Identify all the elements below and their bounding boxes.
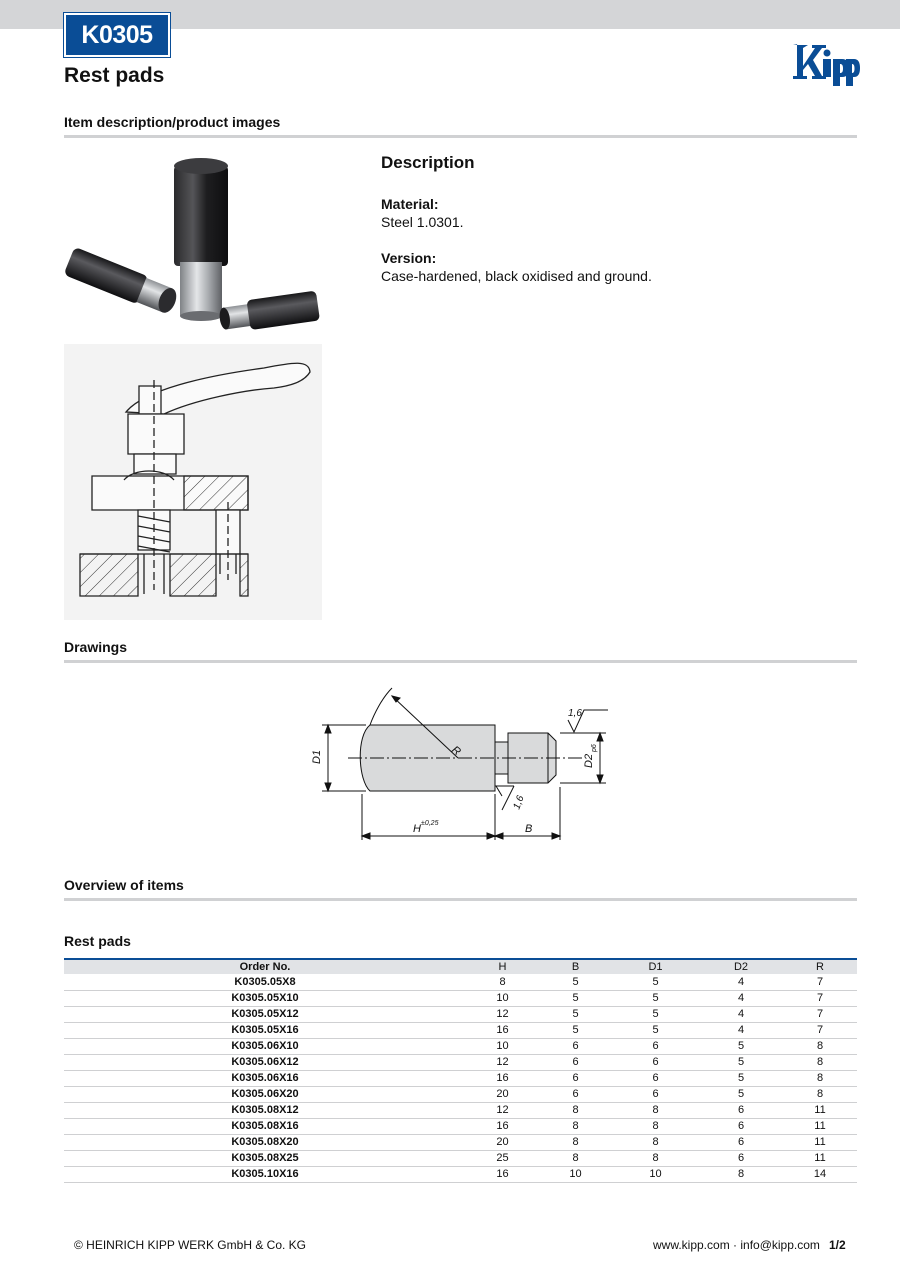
value-cell: 11 bbox=[783, 1134, 857, 1150]
value-cell: 4 bbox=[699, 1006, 783, 1022]
value-cell: 8 bbox=[539, 1102, 612, 1118]
value-cell: 10 bbox=[539, 1166, 612, 1182]
value-cell: 8 bbox=[539, 1150, 612, 1166]
value-cell: 12 bbox=[466, 1006, 539, 1022]
value-cell: 5 bbox=[699, 1038, 783, 1054]
table-header-row bbox=[64, 959, 857, 974]
column-header-r: R bbox=[816, 961, 824, 973]
value-cell: 5 bbox=[612, 1022, 699, 1038]
table-row bbox=[64, 1134, 857, 1150]
value-cell: 7 bbox=[783, 1006, 857, 1022]
material-text: Steel 1.0301. bbox=[381, 214, 464, 230]
value-cell: 20 bbox=[466, 1134, 539, 1150]
order-number-cell: K0305.05X12 bbox=[64, 1006, 466, 1022]
value-cell: 8 bbox=[612, 1118, 699, 1134]
value-cell: 8 bbox=[783, 1086, 857, 1102]
value-cell: 8 bbox=[539, 1118, 612, 1134]
value-cell: 10 bbox=[466, 990, 539, 1006]
table-row bbox=[64, 1150, 857, 1166]
value-cell: 6 bbox=[612, 1038, 699, 1054]
page-title: Rest pads bbox=[64, 64, 165, 87]
kipp-logo bbox=[784, 37, 860, 92]
value-cell: 6 bbox=[539, 1038, 612, 1054]
value-cell: 8 bbox=[466, 974, 539, 990]
items-table bbox=[64, 958, 857, 1183]
table-row bbox=[64, 1054, 857, 1070]
value-cell: 10 bbox=[466, 1038, 539, 1054]
section-heading-drawings: Drawings bbox=[64, 639, 128, 655]
value-cell: 10 bbox=[612, 1166, 699, 1182]
value-cell: 8 bbox=[783, 1070, 857, 1086]
table-row bbox=[64, 1070, 857, 1086]
order-number-cell: K0305.06X20 bbox=[64, 1086, 466, 1102]
value-cell: 6 bbox=[699, 1118, 783, 1134]
order-number-cell: K0305.06X16 bbox=[64, 1070, 466, 1086]
value-cell: 4 bbox=[699, 990, 783, 1006]
value-cell: 5 bbox=[539, 1022, 612, 1038]
value-cell: 16 bbox=[466, 1070, 539, 1086]
column-header-d1: D1 bbox=[648, 961, 663, 973]
order-number-cell: K0305.08X25 bbox=[64, 1150, 466, 1166]
table-row bbox=[64, 1166, 857, 1182]
value-cell: 8 bbox=[783, 1054, 857, 1070]
value-cell: 6 bbox=[699, 1150, 783, 1166]
value-cell: 16 bbox=[466, 1022, 539, 1038]
value-cell: 16 bbox=[466, 1118, 539, 1134]
column-header-order-no: Order No. bbox=[239, 961, 291, 973]
value-cell: 5 bbox=[612, 990, 699, 1006]
value-cell: 8 bbox=[612, 1102, 699, 1118]
value-cell: 6 bbox=[699, 1134, 783, 1150]
label-h: H bbox=[413, 823, 421, 835]
value-cell: 14 bbox=[783, 1166, 857, 1182]
table-row bbox=[64, 1038, 857, 1054]
order-number-cell: K0305.08X16 bbox=[64, 1118, 466, 1134]
product-photos bbox=[64, 150, 322, 620]
table-row bbox=[64, 1022, 857, 1038]
value-cell: 6 bbox=[539, 1086, 612, 1102]
value-cell: 6 bbox=[539, 1070, 612, 1086]
section-heading-item-description: Item description/product images bbox=[64, 114, 281, 130]
footer-page-number: 1/2 bbox=[829, 1238, 846, 1252]
label-d2: D2 bbox=[583, 753, 595, 768]
table-row bbox=[64, 1118, 857, 1134]
value-cell: 25 bbox=[466, 1150, 539, 1166]
footer-contact[interactable]: www.kipp.com · info@kipp.com bbox=[653, 1238, 820, 1252]
value-cell: 8 bbox=[539, 1134, 612, 1150]
value-cell: 7 bbox=[783, 990, 857, 1006]
section-divider bbox=[64, 135, 857, 138]
table-row bbox=[64, 1006, 857, 1022]
value-cell: 7 bbox=[783, 1022, 857, 1038]
value-cell: 5 bbox=[612, 1006, 699, 1022]
table-row bbox=[64, 1102, 857, 1118]
table-row bbox=[64, 1086, 857, 1102]
version-label: Version: bbox=[381, 250, 437, 266]
value-cell: 5 bbox=[699, 1054, 783, 1070]
value-cell: 5 bbox=[699, 1086, 783, 1102]
value-cell: 5 bbox=[612, 974, 699, 990]
label-d1: D1 bbox=[311, 749, 323, 764]
value-cell: 6 bbox=[612, 1054, 699, 1070]
value-cell: 16 bbox=[466, 1166, 539, 1182]
column-header-d2: D2 bbox=[733, 961, 749, 973]
roughness-bottom: 1,6 bbox=[511, 794, 527, 812]
table-title: Rest pads bbox=[64, 933, 131, 949]
material-label: Material: bbox=[381, 196, 439, 212]
order-number-cell: K0305.06X10 bbox=[64, 1038, 466, 1054]
order-number-cell: K0305.10X16 bbox=[64, 1166, 466, 1182]
section-divider bbox=[64, 660, 857, 663]
column-header-b: B bbox=[571, 961, 580, 973]
technical-drawing bbox=[300, 684, 630, 854]
value-cell: 11 bbox=[783, 1102, 857, 1118]
value-cell: 5 bbox=[699, 1070, 783, 1086]
value-cell: 11 bbox=[783, 1118, 857, 1134]
roughness-top: 1,6 bbox=[568, 708, 582, 719]
value-cell: 6 bbox=[699, 1102, 783, 1118]
order-number-cell: K0305.05X16 bbox=[64, 1022, 466, 1038]
value-cell: 8 bbox=[699, 1166, 783, 1182]
value-cell: 7 bbox=[783, 974, 857, 990]
value-cell: 5 bbox=[539, 1006, 612, 1022]
value-cell: 12 bbox=[466, 1102, 539, 1118]
order-number-cell: K0305.08X12 bbox=[64, 1102, 466, 1118]
label-d2-tolerance: p6 bbox=[591, 744, 598, 752]
version-text: Case-hardened, black oxidised and ground. bbox=[381, 268, 652, 284]
product-code-badge: K0305 bbox=[64, 13, 170, 57]
value-cell: 6 bbox=[539, 1054, 612, 1070]
section-heading-overview: Overview of items bbox=[64, 877, 184, 893]
section-divider bbox=[64, 898, 857, 901]
value-cell: 6 bbox=[612, 1070, 699, 1086]
description-block bbox=[381, 153, 851, 303]
value-cell: 4 bbox=[699, 1022, 783, 1038]
value-cell: 6 bbox=[612, 1086, 699, 1102]
table-row bbox=[64, 974, 857, 990]
value-cell: 8 bbox=[612, 1134, 699, 1150]
order-number-cell: K0305.05X10 bbox=[64, 990, 466, 1006]
order-number-cell: K0305.08X20 bbox=[64, 1134, 466, 1150]
value-cell: 20 bbox=[466, 1086, 539, 1102]
value-cell: 8 bbox=[612, 1150, 699, 1166]
value-cell: 5 bbox=[539, 974, 612, 990]
value-cell: 4 bbox=[699, 974, 783, 990]
order-number-cell: K0305.06X12 bbox=[64, 1054, 466, 1070]
order-number-cell: K0305.05X8 bbox=[64, 974, 466, 990]
value-cell: 5 bbox=[539, 990, 612, 1006]
footer-copyright: © HEINRICH KIPP WERK GmbH & Co. KG bbox=[74, 1238, 306, 1252]
label-r: R bbox=[449, 743, 463, 759]
description-heading: Description bbox=[381, 153, 475, 172]
table-row bbox=[64, 990, 857, 1006]
value-cell: 8 bbox=[783, 1038, 857, 1054]
label-h-tolerance: ±0,25 bbox=[421, 820, 439, 827]
value-cell: 12 bbox=[466, 1054, 539, 1070]
value-cell: 11 bbox=[783, 1150, 857, 1166]
column-header-h: H bbox=[498, 961, 507, 973]
label-b: B bbox=[525, 823, 533, 835]
